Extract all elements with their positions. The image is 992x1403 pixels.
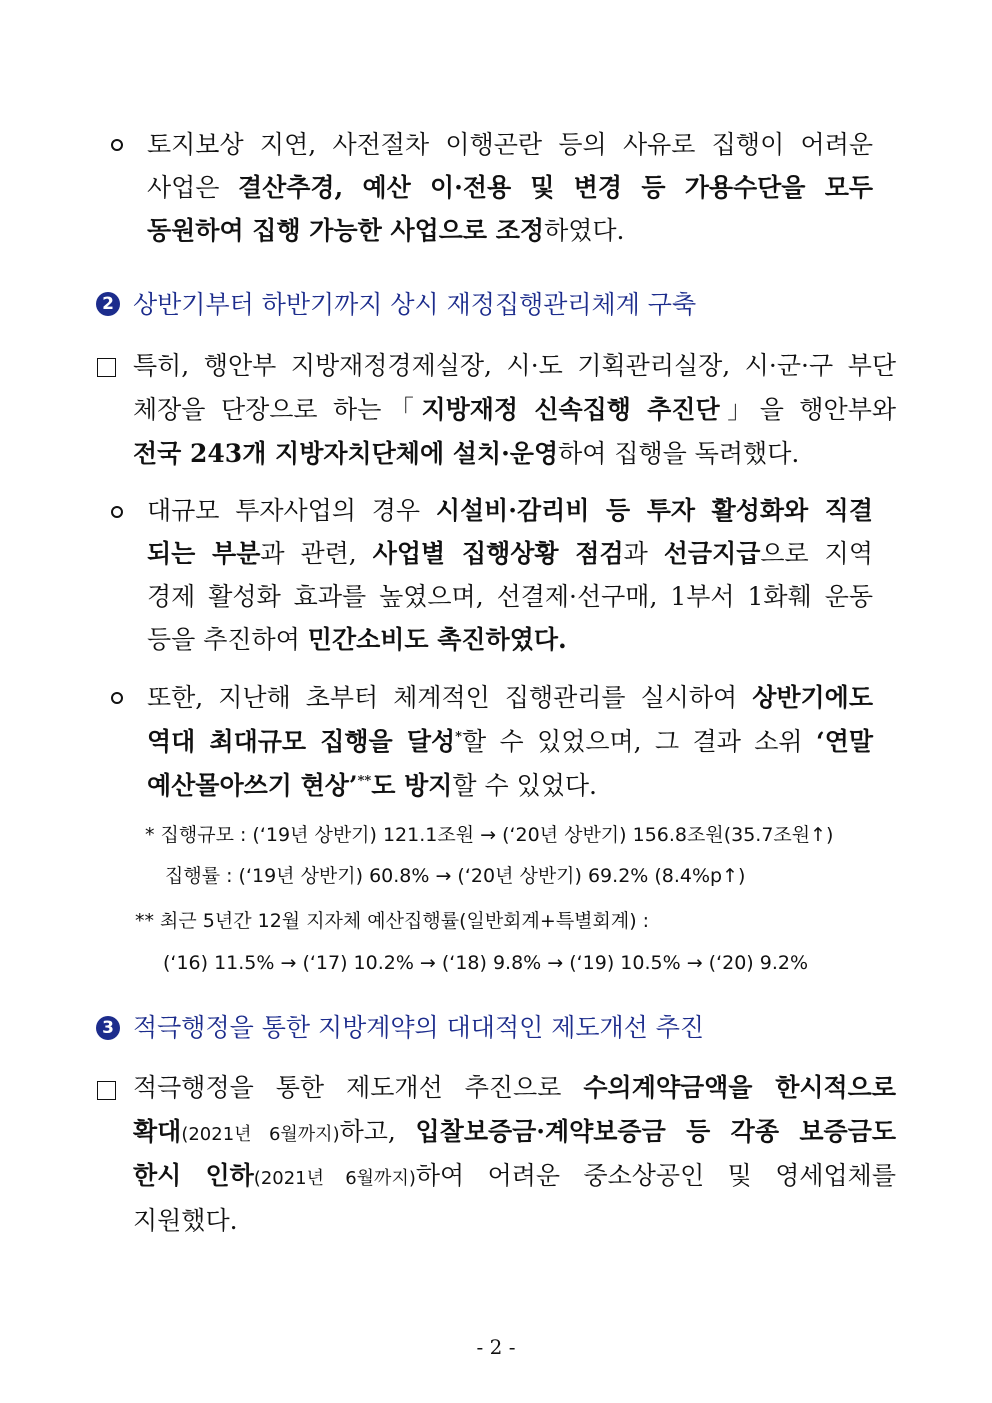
para3-line2: 되는 부분과 관련, 사업별 집행상황 점검과 선금지급으로 지역 <box>147 539 873 568</box>
para2-line2: 체장을 단장으로 하는「지방재정 신속집행 추진단」을 행안부와 <box>133 395 896 424</box>
square-bullet-icon <box>97 1081 116 1100</box>
footnote-1b: 집행률 : (‘19년 상반기) 60.8% → (‘20년 상반기) 69.2% (8.4%p↑) <box>165 865 746 887</box>
para5-line1: 적극행정을 통한 제도개선 추진으로 수의계약금액을 한시적으로 <box>133 1073 896 1102</box>
para1-line2: 사업은 결산추경, 예산 이·전용 및 변경 등 가용수단을 모두 <box>147 173 873 202</box>
para3-line1: 대규모 투자사업의 경우 시설비·감리비 등 투자 활성화와 직결 <box>147 496 873 525</box>
para4-line3: 예산몰아쓰기 현상’**도 방지할 수 있었다. <box>147 771 597 800</box>
para2-line1: 특히, 행안부 지방재정경제실장, 시·도 기획관리실장, 시·군·구 부단 <box>133 351 896 380</box>
square-bullet-icon <box>97 358 116 377</box>
para1-line3: 동원하여 집행 가능한 사업으로 조정하였다. <box>147 216 625 245</box>
page-number: - 2 - <box>476 1335 516 1359</box>
footnote-2: ** 최근 5년간 12월 지자체 예산집행률(일반회계+특별회계) : <box>135 910 650 932</box>
section-number-2: 2 <box>96 292 120 316</box>
para4-line2: 역대 최대규모 집행을 달성*할 수 있었으며, 그 결과 소위 ‘연말 <box>147 727 873 756</box>
circle-bullet-icon <box>111 139 123 151</box>
circle-bullet-icon <box>111 692 123 704</box>
para5-line4: 지원했다. <box>133 1206 238 1235</box>
para2-line3: 전국 243개 지방자치단체에 설치·운영하여 집행을 독려했다. <box>133 439 800 468</box>
para5-line3: 한시 인하(2021년 6월까지)하여 어려운 중소상공인 및 영세업체를 <box>133 1161 896 1190</box>
para1-line1: 토지보상 지연, 사전절차 이행곤란 등의 사유로 집행이 어려운 <box>147 130 873 159</box>
section-number-3: 3 <box>96 1016 120 1040</box>
footnote-1: * 집행규모 : (‘19년 상반기) 121.1조원 → (‘20년 상반기) 156.8조원(35.7조원↑) <box>145 824 834 846</box>
para3-line4: 등을 추진하여 민간소비도 촉진하였다. <box>147 625 567 654</box>
circle-bullet-icon <box>111 506 123 518</box>
para4-line1: 또한, 지난해 초부터 체계적인 집행관리를 실시하여 상반기에도 <box>147 683 873 712</box>
footnote-2b: (‘16) 11.5% → (‘17) 10.2% → (‘18) 9.8% → (‘19) 10.5% → (‘20) 9.2% <box>163 952 809 974</box>
section-heading-2: 상반기부터 하반기까지 상시 재정집행관리체계 구축 <box>133 290 697 319</box>
para3-line3: 경제 활성화 효과를 높였으며, 선결제·선구매, 1부서 1화훼 운동 <box>147 582 873 611</box>
para5-line2: 확대(2021년 6월까지)하고, 입찰보증금·계약보증금 등 각종 보증금도 <box>133 1117 896 1146</box>
section-heading-3: 적극행정을 통한 지방계약의 대대적인 제도개선 추진 <box>133 1013 705 1042</box>
